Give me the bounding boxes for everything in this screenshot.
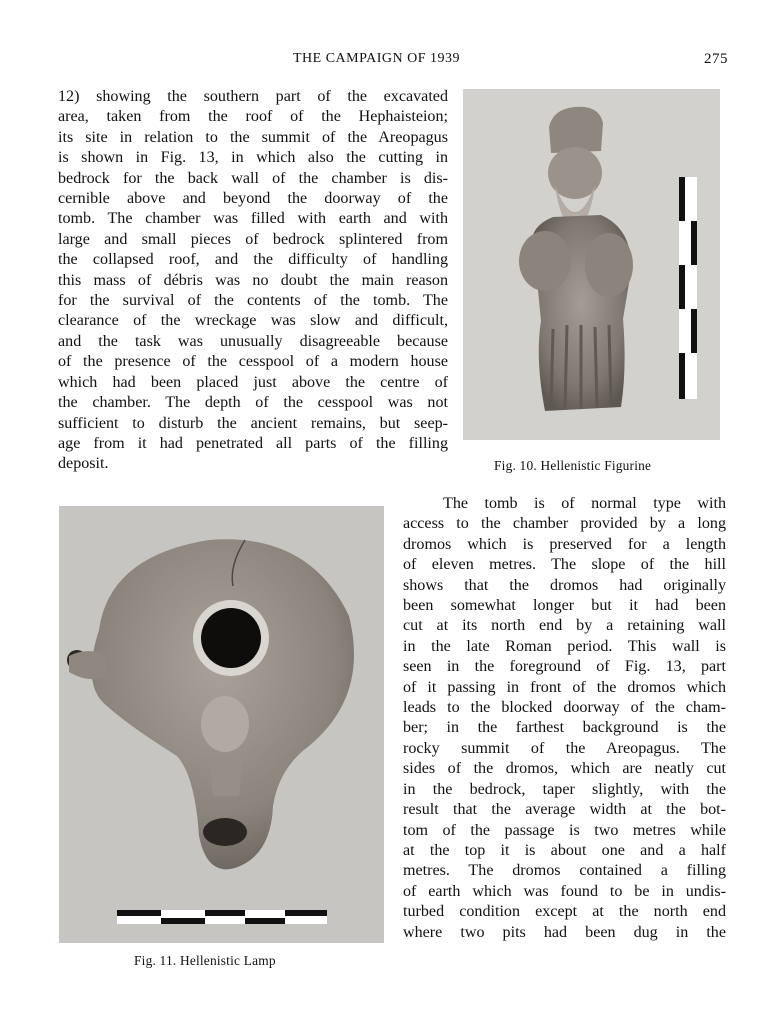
text-line: of the presence of the cesspool of a modern house <box>58 353 448 371</box>
text-line: ber; in the farthest background is the <box>403 719 726 737</box>
text-line: The tomb is of normal type with <box>443 495 726 512</box>
text-line: tomb. The chamber was filled with earth and with <box>58 210 448 228</box>
text-line: sides of the dromos, which are neatly cut <box>403 760 726 778</box>
running-head <box>0 51 784 71</box>
text-line: is shown in Fig. 13, in which also the cutting in <box>58 149 448 167</box>
text-line: and the task was unusually disagreeable because <box>58 332 448 350</box>
text-line: of eleven metres. The slope of the hill <box>403 556 726 574</box>
text-line: tom of the passage is two metres while <box>403 821 726 839</box>
figure-10-photo <box>463 89 720 440</box>
text-line: sufficient to disturb the ancient remains, but seep- <box>58 414 448 432</box>
body-paragraph-2 <box>403 494 726 943</box>
figurine-image <box>463 89 720 440</box>
text-line: age from it had penetrated all parts of the filling <box>58 434 448 452</box>
text-line: its site in relation to the summit of the Areopagus <box>58 128 448 146</box>
text-line: turbed condition except at the north end <box>403 903 726 921</box>
running-title: THE CAMPAIGN OF 1939 <box>293 51 461 66</box>
figure-10-caption: Fig. 10. Hellenistic Figurine <box>494 458 652 473</box>
text-line: this mass of débris was no doubt the main reason <box>58 271 448 289</box>
text-line: bedrock for the back wall of the chamber is dis- <box>58 169 448 187</box>
text-line: the collapsed roof, and the difficulty of handling <box>58 251 448 269</box>
text-line: metres. The dromos contained a filling <box>403 862 726 880</box>
text-line: leads to the blocked doorway of the cham- <box>403 699 726 717</box>
text-line: cut at its north end by a retaining wall <box>403 617 726 635</box>
text-line: area, taken from the roof of the Hephaisteion; <box>58 108 448 126</box>
text-line: been somewhat longer but it had been <box>403 597 726 615</box>
figure-11-caption: Fig. 11. Hellenistic Lamp <box>134 953 276 968</box>
text-line: in the bedrock, taper slightly, with the <box>403 780 726 798</box>
page-number: 275 <box>704 51 728 67</box>
text-line: rocky summit of the Areopagus. The <box>403 739 726 757</box>
text-line: seen in the foreground of Fig. 13, part <box>403 658 726 676</box>
text-line: of earth which was found to be in undis- <box>403 882 726 900</box>
text-line: access to the chamber provided by a long <box>403 515 726 533</box>
text-line: deposit. <box>58 455 109 473</box>
text-line: in the late Roman period. This wall is <box>403 637 726 655</box>
text-line: for the survival of the contents of the tomb. The <box>58 292 448 310</box>
text-line: large and small pieces of bedrock splintered from <box>58 230 448 248</box>
text-line: cernible above and beyond the doorway of the <box>58 190 448 208</box>
lamp-image <box>59 506 384 943</box>
text-line: clearance of the wreckage was slow and difficult, <box>58 312 448 330</box>
text-line: of it passing in front of the dromos which <box>403 678 726 696</box>
figure-11-photo <box>59 506 384 943</box>
text-line: the chamber. The depth of the cesspool was not <box>58 394 448 412</box>
text-line: result that the average width at the bot- <box>403 801 726 819</box>
text-line: where two pits had been dug in the <box>403 923 726 941</box>
text-line: which had been placed just above the centre of <box>58 373 448 391</box>
body-paragraph-1 <box>58 87 448 475</box>
text-line: 12) showing the southern part of the excavated <box>58 88 448 105</box>
text-line: dromos which is preserved for a length <box>403 535 726 553</box>
text-line: at the top it is about one and a half <box>403 841 726 859</box>
text-line: shows that the dromos had originally <box>403 576 726 594</box>
